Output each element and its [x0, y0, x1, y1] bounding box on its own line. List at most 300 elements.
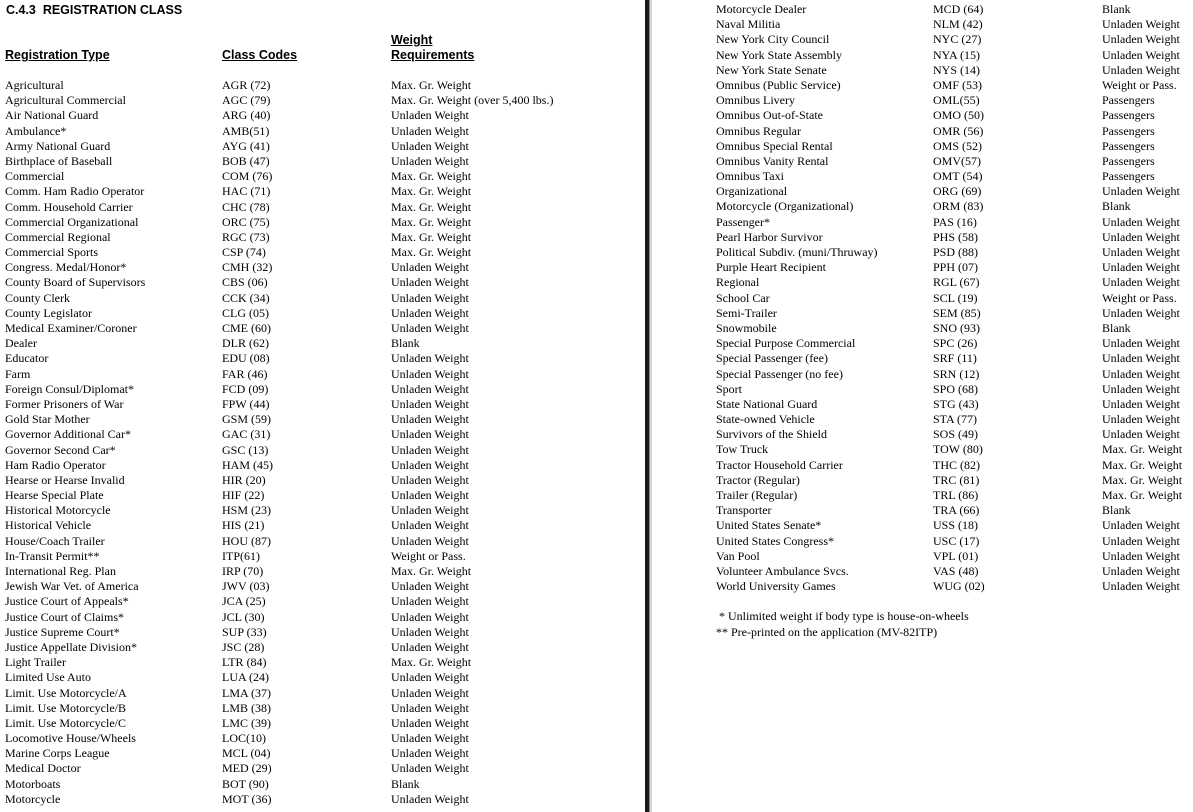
class-code-cell: FPW (44) — [222, 396, 270, 411]
table-row — [652, 139, 1193, 154]
table-row — [0, 412, 645, 427]
table-row — [0, 549, 645, 564]
table-row — [652, 564, 1193, 579]
weight-requirement-cell: Unladen Weight — [391, 153, 469, 168]
weight-requirement-cell: Unladen Weight — [391, 321, 469, 335]
class-code-cell: IRP (70) — [222, 564, 264, 578]
weight-requirement-cell: Unladen Weight — [391, 791, 469, 806]
registration-type-cell: Ambulance* — [5, 123, 67, 138]
table-row — [0, 488, 645, 503]
class-code-cell: CLG (05) — [222, 305, 269, 320]
registration-type-cell: Justice Court of Claims* — [5, 609, 124, 624]
weight-requirement-cell: Unladen Weight — [1102, 396, 1180, 411]
class-code-cell: LMC (39) — [222, 715, 271, 730]
table-row — [0, 215, 645, 230]
registration-type-cell: In-Transit Permit** — [5, 548, 100, 563]
class-code-cell: SPC (26) — [933, 336, 978, 351]
weight-requirement-cell: Unladen Weight — [391, 700, 469, 715]
table-row — [0, 716, 645, 731]
class-code-cell: USS (18) — [933, 518, 979, 533]
class-code-cell: SEM (85) — [933, 305, 981, 320]
weight-requirement-cell: Unladen Weight — [1102, 214, 1180, 229]
weight-requirement-cell: Unladen Weight — [391, 123, 469, 138]
registration-type-cell: Historical Vehicle — [5, 518, 92, 533]
weight-requirement-cell: Unladen Weight — [1102, 336, 1180, 351]
class-code-cell: ORG (69) — [933, 184, 982, 199]
weight-requirement-cell: Max. Gr. Weight — [391, 564, 472, 578]
class-code-cell: MCL (04) — [222, 746, 271, 761]
weight-requirement-cell: Max. Gr. Weight — [391, 78, 472, 92]
table-row — [652, 488, 1193, 503]
table-row — [0, 534, 645, 549]
table-row — [652, 48, 1193, 63]
registration-type-cell: Governor Second Car* — [5, 442, 116, 457]
table-row — [0, 761, 645, 776]
table-row — [652, 245, 1193, 260]
weight-requirement-cell: Unladen Weight — [391, 579, 469, 594]
class-code-cell: BOT (90) — [222, 776, 269, 791]
registration-type-cell: World University Games — [716, 579, 836, 594]
table-row — [0, 184, 645, 199]
class-code-cell: AGR (72) — [222, 78, 271, 92]
registration-type-cell: Educator — [5, 351, 49, 366]
registration-type-cell: Foreign Consul/Diplomat* — [5, 381, 134, 396]
registration-type-cell: New York City Council — [716, 32, 830, 47]
registration-type-cell: Justice Appellate Division* — [5, 639, 137, 654]
registration-type-cell: Omnibus Special Rental — [716, 138, 833, 153]
weight-requirement-cell: Unladen Weight — [1102, 184, 1180, 199]
table-row — [0, 473, 645, 488]
weight-requirement-cell: Max. Gr. Weight — [1102, 488, 1183, 502]
table-row — [0, 93, 645, 108]
table-row — [652, 260, 1193, 275]
class-code-cell: FAR (46) — [222, 366, 268, 381]
class-code-cell: JSC (28) — [222, 639, 265, 654]
registration-type-cell: Transporter — [716, 503, 772, 518]
weight-requirement-cell: Unladen Weight — [391, 427, 469, 442]
weight-requirement-cell: Passengers — [1102, 108, 1155, 123]
registration-type-cell: Marine Corps League — [5, 746, 110, 761]
right-table-body — [652, 2, 1193, 594]
table-row — [652, 427, 1193, 442]
class-code-cell: OMS (52) — [933, 138, 983, 153]
weight-requirement-cell: Unladen Weight — [391, 457, 469, 472]
class-code-cell: HIR (20) — [222, 472, 266, 487]
registration-type-cell: Special Passenger (fee) — [716, 351, 828, 366]
table-row — [652, 549, 1193, 564]
class-code-cell: MED (29) — [222, 761, 272, 776]
class-code-cell: BOB (47) — [222, 153, 270, 168]
registration-type-cell: Comm. Household Carrier — [5, 199, 133, 214]
table-row — [652, 291, 1193, 306]
class-code-cell: PHS (58) — [933, 229, 979, 244]
registration-type-cell: Birthplace of Baseball — [5, 153, 113, 168]
table-row — [0, 108, 645, 123]
class-code-cell: SPO (68) — [933, 381, 979, 396]
table-row — [0, 382, 645, 397]
class-code-cell: OMV(57) — [933, 153, 981, 168]
class-code-cell: LMA (37) — [222, 685, 271, 700]
table-row — [652, 458, 1193, 473]
class-code-cell: NYS (14) — [933, 62, 980, 77]
table-row — [0, 564, 645, 579]
table-row — [0, 686, 645, 701]
table-row — [0, 260, 645, 275]
class-code-cell: HOU (87) — [222, 533, 271, 548]
weight-requirement-cell: Unladen Weight — [391, 366, 469, 381]
class-code-cell: HIS (21) — [222, 518, 265, 533]
registration-type-cell: Hearse or Hearse Invalid — [5, 472, 125, 487]
table-row — [652, 124, 1193, 139]
weight-requirement-cell: Unladen Weight — [391, 624, 469, 639]
weight-requirement-cell: Unladen Weight — [1102, 427, 1180, 442]
registration-type-cell: County Board of Supervisors — [5, 275, 146, 290]
registration-type-cell: Justice Supreme Court* — [5, 624, 120, 639]
registration-type-cell: Naval Militia — [716, 17, 781, 32]
class-code-cell: LOC(10) — [222, 731, 266, 746]
class-code-cell: SCL (19) — [933, 290, 978, 305]
table-row — [0, 443, 645, 458]
registration-type-cell: Van Pool — [716, 548, 760, 563]
class-code-cell: CBS (06) — [222, 275, 268, 290]
registration-type-cell: Snowmobile — [716, 320, 777, 335]
class-code-cell: OMR (56) — [933, 123, 984, 138]
weight-requirement-cell: Max. Gr. Weight — [391, 199, 472, 214]
table-row — [0, 124, 645, 139]
class-code-cell: OML(55) — [933, 93, 980, 108]
registration-type-cell: Gold Star Mother — [5, 412, 90, 427]
class-code-cell: SUP (33) — [222, 624, 267, 639]
table-row — [652, 2, 1193, 17]
class-code-cell: ITP(61) — [222, 548, 260, 563]
class-code-cell: HAM (45) — [222, 457, 273, 472]
weight-requirement-cell: Max. Gr. Weight — [391, 214, 472, 229]
table-row — [652, 579, 1193, 594]
weight-requirement-cell: Unladen Weight — [391, 488, 469, 503]
class-code-cell: TRA (66) — [933, 503, 980, 518]
registration-type-cell: Volunteer Ambulance Svcs. — [716, 563, 849, 578]
class-code-cell: LUA (24) — [222, 670, 269, 685]
registration-type-cell: Omnibus Livery — [716, 93, 795, 108]
registration-type-cell: Motorcycle — [5, 791, 61, 806]
registration-type-cell: Omnibus (Public Service) — [716, 77, 841, 92]
registration-type-cell: School Car — [716, 290, 770, 305]
class-code-cell: TOW (80) — [933, 442, 983, 457]
weight-requirement-cell: Unladen Weight — [1102, 563, 1180, 578]
weight-requirement-cell: Unladen Weight — [391, 518, 469, 533]
registration-type-cell: Limit. Use Motorcycle/C — [5, 715, 126, 730]
table-row — [0, 594, 645, 609]
registration-type-cell: State-owned Vehicle — [716, 412, 815, 427]
weight-requirement-cell: Unladen Weight — [1102, 32, 1180, 47]
class-code-cell: OMO (50) — [933, 108, 984, 123]
registration-type-cell: United States Congress* — [716, 533, 834, 548]
weight-requirement-cell: Passengers — [1102, 153, 1155, 168]
registration-type-cell: Purple Heart Recipient — [716, 260, 826, 275]
table-row — [0, 306, 645, 321]
table-row — [652, 93, 1193, 108]
registration-type-cell: Omnibus Vanity Rental — [716, 153, 829, 168]
registration-type-cell: Dealer — [5, 336, 37, 351]
class-code-cell: STA (77) — [933, 412, 978, 427]
class-code-cell: CHC (78) — [222, 199, 270, 214]
weight-requirement-cell: Unladen Weight — [391, 639, 469, 654]
weight-requirement-cell: Unladen Weight — [1102, 366, 1180, 381]
class-code-cell: SRN (12) — [933, 366, 980, 381]
table-row — [0, 777, 645, 792]
registration-type-cell: Congress. Medal/Honor* — [5, 260, 127, 275]
table-row — [0, 351, 645, 366]
weight-requirement-cell: Unladen Weight — [391, 670, 469, 685]
class-code-cell: EDU (08) — [222, 351, 270, 366]
weight-requirement-cell: Max. Gr. Weight — [391, 229, 472, 244]
registration-type-cell: Governor Additional Car* — [5, 427, 131, 442]
registration-type-cell: County Legislator — [5, 305, 92, 320]
weight-requirement-cell: Max. Gr. Weight — [391, 184, 472, 199]
class-code-cell: USC (17) — [933, 533, 980, 548]
footnote-pre-printed: ** Pre-printed on the application (MV-82ITP) — [716, 625, 938, 639]
weight-requirement-cell: Unladen Weight — [1102, 533, 1180, 548]
class-code-cell: JCL (30) — [222, 609, 265, 624]
registration-type-cell: Organizational — [716, 184, 788, 199]
class-code-cell: WUG (02) — [933, 579, 985, 594]
table-row — [652, 78, 1193, 93]
weight-requirement-cell: Unladen Weight — [1102, 351, 1180, 366]
class-code-cell: VPL (01) — [933, 548, 979, 563]
class-code-cell: NYA (15) — [933, 47, 980, 62]
registration-type-cell: Regional — [716, 275, 760, 290]
table-row — [652, 503, 1193, 518]
registration-type-cell: Motorcycle Dealer — [716, 2, 807, 16]
weight-requirement-cell: Unladen Weight — [391, 594, 469, 609]
class-code-cell: LMB (38) — [222, 700, 271, 715]
class-code-cell: AGC (79) — [222, 93, 271, 108]
weight-requirement-cell: Unladen Weight — [1102, 305, 1180, 320]
registration-type-cell: Limited Use Auto — [5, 670, 91, 685]
registration-type-cell: Hearse Special Plate — [5, 488, 104, 503]
weight-requirement-cell: Unladen Weight — [391, 442, 469, 457]
weight-requirement-cell: Unladen Weight — [391, 412, 469, 427]
class-code-cell: NLM (42) — [933, 17, 983, 32]
registration-type-cell: Farm — [5, 366, 31, 381]
weight-requirement-cell: Blank — [1102, 2, 1131, 16]
table-row — [0, 625, 645, 640]
weight-requirement-cell: Unladen Weight — [391, 746, 469, 761]
header-registration-type: Registration Type — [5, 48, 110, 62]
class-code-cell: CME (60) — [222, 321, 271, 335]
registration-type-cell: Locomotive House/Wheels — [5, 731, 136, 746]
registration-type-cell: Medical Examiner/Coroner — [5, 321, 137, 335]
registration-type-cell: Comm. Ham Radio Operator — [5, 184, 145, 199]
left-table-body — [0, 78, 645, 807]
weight-requirement-cell: Unladen Weight — [1102, 518, 1180, 533]
table-row — [0, 640, 645, 655]
table-row — [652, 397, 1193, 412]
table-row — [0, 230, 645, 245]
table-row — [0, 139, 645, 154]
class-code-cell: GSM (59) — [222, 412, 272, 427]
class-code-cell: SNO (93) — [933, 320, 980, 335]
registration-type-cell: Agricultural — [5, 78, 64, 92]
class-code-cell: CSP (74) — [222, 245, 266, 260]
registration-type-cell: Motorboats — [5, 776, 61, 791]
header-class-codes: Class Codes — [222, 48, 298, 62]
table-row — [652, 154, 1193, 169]
footnote-house-on-wheels: * Unlimited weight if body type is house-on-wheels — [716, 609, 969, 623]
registration-type-cell: Sport — [716, 381, 743, 396]
registration-type-cell: Trailer (Regular) — [716, 488, 798, 502]
class-code-cell: SOS (49) — [933, 427, 979, 442]
weight-requirement-cell: Unladen Weight — [391, 351, 469, 366]
table-row — [0, 291, 645, 306]
class-code-cell: PPH (07) — [933, 260, 979, 275]
table-row — [0, 503, 645, 518]
weight-requirement-cell: Max. Gr. Weight — [391, 245, 472, 260]
registration-type-cell: Passenger* — [716, 214, 770, 229]
table-row — [0, 367, 645, 382]
class-code-cell: FCD (09) — [222, 381, 269, 396]
registration-type-cell: Light Trailer — [5, 655, 67, 670]
weight-requirement-cell: Unladen Weight — [391, 305, 469, 320]
table-row — [0, 792, 645, 807]
registration-type-cell: Limit. Use Motorcycle/A — [5, 685, 127, 700]
class-code-cell: MOT (36) — [222, 791, 272, 806]
class-code-cell: AYG (41) — [222, 138, 270, 153]
weight-requirement-cell: Unladen Weight — [1102, 47, 1180, 62]
registration-type-cell: Jewish War Vet. of America — [5, 579, 139, 594]
class-code-cell: STG (43) — [933, 396, 979, 411]
weight-requirement-cell: Unladen Weight — [391, 260, 469, 275]
table-row — [652, 230, 1193, 245]
registration-type-cell: Commercial Sports — [5, 245, 98, 260]
weight-requirement-cell: Unladen Weight — [391, 609, 469, 624]
table-row — [0, 275, 645, 290]
registration-type-cell: Motorcycle (Organizational) — [716, 199, 854, 214]
weight-requirement-cell: Unladen Weight — [1102, 412, 1180, 427]
registration-type-cell: Agricultural Commercial — [5, 93, 126, 108]
weight-requirement-cell: Weight or Pass. — [391, 548, 466, 563]
table-row — [652, 275, 1193, 290]
table-row — [652, 442, 1193, 457]
table-row — [0, 78, 645, 93]
weight-requirement-cell: Unladen Weight — [1102, 381, 1180, 396]
registration-type-cell: Former Prisoners of War — [5, 396, 124, 411]
weight-requirement-cell: Unladen Weight — [1102, 579, 1180, 594]
registration-type-cell: Omnibus Out-of-State — [716, 108, 823, 123]
weight-requirement-cell: Blank — [1102, 503, 1131, 518]
registration-type-cell: Ham Radio Operator — [5, 457, 106, 472]
table-row — [0, 200, 645, 215]
class-code-cell: VAS (48) — [933, 563, 979, 578]
class-code-cell: RGL (67) — [933, 275, 980, 290]
class-code-cell: GAC (31) — [222, 427, 271, 442]
registration-type-cell: Justice Court of Appeals* — [5, 594, 129, 609]
table-row — [652, 199, 1193, 214]
table-row — [0, 731, 645, 746]
weight-requirement-cell: Unladen Weight — [391, 381, 469, 396]
table-row — [652, 382, 1193, 397]
table-row — [0, 670, 645, 685]
class-code-cell: ORC (75) — [222, 214, 270, 229]
page-gutter — [645, 0, 652, 812]
registration-type-cell: State National Guard — [716, 396, 818, 411]
class-code-cell: SRF (11) — [933, 351, 977, 366]
weight-requirement-cell: Unladen Weight — [391, 275, 469, 290]
registration-type-cell: Special Purpose Commercial — [716, 336, 856, 351]
table-row — [652, 534, 1193, 549]
registration-type-cell: Pearl Harbor Survivor — [716, 229, 823, 244]
table-row — [652, 306, 1193, 321]
registration-type-cell: Tractor Household Carrier — [716, 457, 843, 472]
weight-requirement-cell: Unladen Weight — [1102, 17, 1180, 32]
weight-requirement-cell: Passengers — [1102, 138, 1155, 153]
registration-type-cell: Tractor (Regular) — [716, 472, 800, 487]
registration-type-cell: Omnibus Taxi — [716, 169, 784, 184]
weight-requirement-cell: Unladen Weight — [391, 533, 469, 548]
table-row — [652, 17, 1193, 32]
registration-type-cell: Commercial Organizational — [5, 214, 139, 229]
weight-requirement-cell: Unladen Weight — [1102, 260, 1180, 275]
table-row — [652, 215, 1193, 230]
weight-requirement-cell: Blank — [1102, 320, 1131, 335]
registration-type-cell: Special Passenger (no fee) — [716, 366, 843, 381]
weight-requirement-cell: Unladen Weight — [1102, 62, 1180, 77]
weight-requirement-cell: Max. Gr. Weight — [1102, 442, 1183, 457]
right-page — [652, 0, 1193, 812]
weight-requirement-cell: Unladen Weight — [391, 290, 469, 305]
weight-requirement-cell: Max. Gr. Weight (over 5,400 lbs.) — [391, 93, 554, 108]
table-row — [652, 473, 1193, 488]
class-code-cell: GSC (13) — [222, 442, 269, 457]
table-row — [0, 610, 645, 625]
table-row — [0, 518, 645, 533]
class-code-cell: JWV (03) — [222, 579, 270, 594]
weight-requirement-cell: Unladen Weight — [391, 685, 469, 700]
weight-requirement-cell: Unladen Weight — [391, 503, 469, 518]
table-row — [652, 412, 1193, 427]
registration-type-cell: Historical Motorcycle — [5, 503, 111, 518]
class-code-cell: ORM (83) — [933, 199, 984, 214]
weight-requirement-cell: Blank — [391, 336, 420, 351]
table-row — [652, 32, 1193, 47]
class-code-cell: AMB(51) — [222, 123, 270, 138]
registration-type-cell: New York State Assembly — [716, 47, 843, 62]
class-code-cell: OMF (53) — [933, 77, 983, 92]
class-code-cell: OMT (54) — [933, 169, 983, 184]
table-row — [652, 336, 1193, 351]
weight-requirement-cell: Blank — [1102, 199, 1131, 214]
class-code-cell: CMH (32) — [222, 260, 273, 275]
class-code-cell: THC (82) — [933, 457, 980, 472]
table-row — [0, 397, 645, 412]
weight-requirement-cell: Unladen Weight — [1102, 275, 1180, 290]
table-row — [652, 351, 1193, 366]
weight-requirement-cell: Unladen Weight — [391, 396, 469, 411]
weight-requirement-cell: Unladen Weight — [1102, 548, 1180, 563]
registration-type-cell: Medical Doctor — [5, 761, 81, 776]
table-row — [0, 746, 645, 761]
table-row — [0, 655, 645, 670]
weight-requirement-cell: Passengers — [1102, 123, 1155, 138]
registration-type-cell: County Clerk — [5, 290, 70, 305]
weight-requirement-cell: Max. Gr. Weight — [1102, 472, 1183, 487]
table-row — [0, 169, 645, 184]
class-code-cell: COM (76) — [222, 169, 273, 184]
weight-requirement-cell: Weight or Pass. — [1102, 290, 1177, 305]
class-code-cell: JCA (25) — [222, 594, 266, 609]
weight-requirement-cell: Max. Gr. Weight — [391, 169, 472, 184]
weight-requirement-cell: Max. Gr. Weight — [391, 655, 472, 670]
